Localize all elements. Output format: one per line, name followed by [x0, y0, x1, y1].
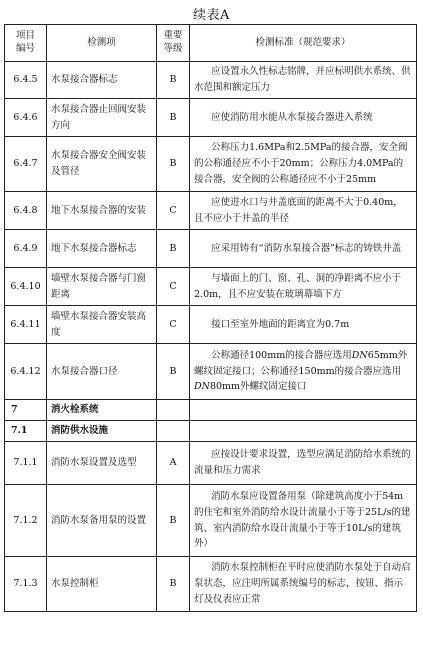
- header-code-line1: 项目: [15, 30, 35, 42]
- dn-designator: DN: [351, 349, 368, 361]
- section-title: 消火栓系统: [47, 400, 157, 421]
- table-row-6-4-11: [5, 306, 417, 344]
- table-row-6-4-7: [5, 137, 417, 192]
- row-item: 墙壁水泵接合器与门窗距离: [47, 268, 157, 306]
- row-item: 水泵接合器止回阀安装方向: [47, 99, 157, 137]
- row-code: 6.4.11: [5, 306, 47, 344]
- row-code: 6.4.10: [5, 268, 47, 306]
- table-row-6-4-5: [5, 62, 417, 99]
- row-level: [157, 400, 190, 421]
- section-row-7-1: [5, 421, 417, 442]
- row-level: B: [157, 62, 190, 99]
- row-code: 7.1.1: [5, 442, 47, 485]
- table-title: 续表A: [193, 8, 230, 23]
- row-item: 消防水泵备用泵的设置: [47, 485, 157, 557]
- section-code: 7.1: [5, 421, 47, 442]
- row-item: 地下水泵接合器的安装: [47, 192, 157, 230]
- row-level: C: [157, 268, 190, 306]
- row-code: 6.4.12: [5, 344, 47, 400]
- row-code: 6.4.6: [5, 99, 47, 137]
- row-standard: 公称通径100mm的接合器应选用DN65mm外螺纹固定接口；公称通径150mm的接合器应选用DN80mm外螺纹固定接口: [190, 344, 417, 400]
- table-row-6-4-10: [5, 268, 417, 306]
- table-row-6-4-6: [5, 99, 417, 137]
- row-item: 水泵控制柜: [47, 557, 157, 612]
- row-code: 6.4.7: [5, 137, 47, 192]
- row-level: B: [157, 485, 190, 557]
- inspection-standards-table: [4, 24, 417, 612]
- header-level-line1: 重要: [163, 30, 183, 42]
- header-code: [5, 25, 47, 62]
- row-standard: 应采用铸有“消防水泵接合器”标志的铸铁井盖: [190, 230, 417, 268]
- row-level: B: [157, 230, 190, 268]
- row-level: [157, 421, 190, 442]
- row-level: B: [157, 99, 190, 137]
- table-row-6-4-8: [5, 192, 417, 230]
- row-standard: 应设置永久性标志铭牌，并应标明供水系统、供水范围和额定压力: [190, 62, 417, 99]
- header-code-line2: 编号: [15, 43, 35, 54]
- row-standard: 公称压力1.6MPa和2.5MPa的接合器，安全阀的公称通径应不小于20mm；公称压力4.0MPa的接合器，安全阀的公称通径应不小于25mm: [190, 137, 417, 192]
- row-level: C: [157, 306, 190, 344]
- row-standard: 应按设计要求设置，选型应满足消防给水系统的流量和压力需求: [190, 442, 417, 485]
- row-item: 水泵接合器口径: [47, 344, 157, 400]
- row-level: B: [157, 137, 190, 192]
- row-standard: 消防水泵控制柜在平时应使消防水泵处于自动启泵状态，应注明所属系统编号的标志，按钮、指示灯及仪表应正常: [190, 557, 417, 612]
- header-item: 检测项: [47, 25, 157, 62]
- header-standard: 检测标准（规范要求）: [190, 25, 417, 62]
- section-code: 7: [5, 400, 47, 421]
- row-code: 7.1.2: [5, 485, 47, 557]
- dn-designator: DN: [194, 381, 210, 393]
- row-code: 6.4.9: [5, 230, 47, 268]
- row-item: 水泵接合器标志: [47, 62, 157, 99]
- row-standard: [190, 400, 417, 421]
- table-row-7-1-1: [5, 442, 417, 485]
- section-title: 消防供水设施: [47, 421, 157, 442]
- header-level: [157, 25, 190, 62]
- row-standard: 接口至室外地面的距离宜为0.7m: [190, 306, 417, 344]
- row-standard: 应使消防用水能从水泵接合器进入系统: [190, 99, 417, 137]
- row-standard: [190, 421, 417, 442]
- row-code: 6.4.8: [5, 192, 47, 230]
- row-item: 水泵接合器安全阀安装及管径: [47, 137, 157, 192]
- row-standard: 消防水泵应设置备用泵（除建筑高度小于54m的住宅和室外消防给水设计流量小于等于25L/s的建筑、室内消防给水设计流量小于等于10L/s的建筑外）: [190, 485, 417, 557]
- header-level-line2: 等级: [163, 43, 183, 54]
- row-code: 7.1.3: [5, 557, 47, 612]
- row-level: A: [157, 442, 190, 485]
- table-header-row: [5, 25, 417, 62]
- row-standard: 与墙面上的门、窗、孔、洞的净距离不应小于2.0m，且不应安装在玻璃幕墙下方: [190, 268, 417, 306]
- row-standard: 应使进水口与井盖底面的距离不大于0.40m，且不应小于井盖的半径: [190, 192, 417, 230]
- table-row-7-1-2: [5, 485, 417, 557]
- table-row-6-4-9: [5, 230, 417, 268]
- table-row-7-1-3: [5, 557, 417, 612]
- row-code: 6.4.5: [5, 62, 47, 99]
- row-item: 墙壁水泵接合器安装高度: [47, 306, 157, 344]
- section-row-7: [5, 400, 417, 421]
- row-item: 消防水泵设置及选型: [47, 442, 157, 485]
- row-item: 地下水泵接合器标志: [47, 230, 157, 268]
- row-level: C: [157, 192, 190, 230]
- row-level: B: [157, 344, 190, 400]
- row-level: B: [157, 557, 190, 612]
- table-row-6-4-12: [5, 344, 417, 400]
